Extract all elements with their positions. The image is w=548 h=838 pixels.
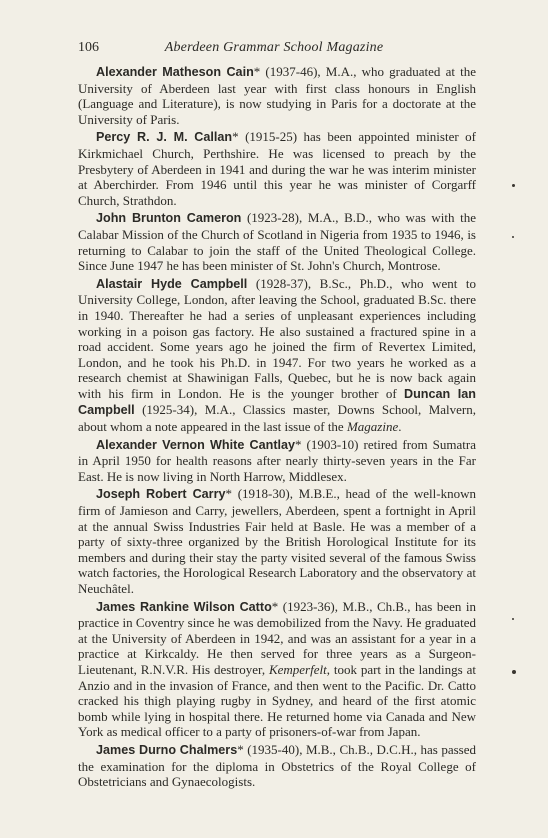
person-name: Alastair Hyde Campbell [96, 276, 248, 291]
person-name: Percy R. J. M. Callan [96, 130, 233, 145]
entry-text: (1923-28), M.A., B.D., who was with the Calabar Mission of the Church of Scotland in Nigeria from 1935 to 1946, is returning to Calabar to join the staff of the United Theological College. Since June 1947 he has been minister of St. John's Church, Montrose. [78, 210, 476, 274]
entry-text: * (1923-36), M.B., Ch.B., has been in practice in Coventry since he was demobilized from the Navy. He graduated at the University of Aberdeen in 1942, and was an assistant for a year in a practice at Kirkcaldy. He then served for three years as a Surgeon-Lieutenant, R.N.V.R. His destroyer, [78, 598, 476, 677]
ship-name: Kemperfelt [268, 661, 327, 677]
person-name: James Durno Chalmers [96, 742, 238, 757]
page-header [0, 40, 548, 60]
person-name: Joseph Robert Carry [96, 487, 226, 502]
entry-carry [78, 486, 476, 596]
page-number: 106 [78, 40, 99, 55]
person-name: James Rankine Wilson Catto [96, 599, 272, 614]
scan-speck [512, 236, 514, 238]
person-name-secondary: Duncan Ian Campbell [78, 386, 476, 418]
entry-text: * (1903-10) retired from Sumatra in April 1950 for health reasons after nearly thirty-seven years in the Far East. He is now living in North Harrow, Middlesex. [78, 436, 476, 484]
running-title: Aberdeen Grammar School Magazine [164, 40, 384, 55]
entry-cain [78, 64, 476, 127]
entry-text: * (1935-40), M.B., Ch.B., D.C.H., has passed the examination for the diploma in Obstetrics of the Royal College of Obstetricians and Gynaecologists. [78, 741, 476, 790]
entry-text: * (1915-25) has been appointed minister of Kirkmichael Church, Perthshire. He was licensed to preach by the Presbytery of Aberdeen in 1941 and during the war he was interim minister at Aberchirder. From 1946 until this year he was minister of Corgarff Church, Strathdon. [78, 129, 476, 208]
entry-text: , took part in the landings at Anzio and in the invasion of France, and then went to the Pacific. Dr. Catto cracked his thigh playing rugby in Sydney, and heard of the first atomic bomb while lying in hospital there. He returned home via Canada and New York as medical officer to a party of prisoners-of-war from Japan. [78, 661, 476, 740]
person-name: John Brunton Cameron [96, 211, 242, 226]
entry-text: (1928-37), B.Sc., Ph.D., who went to University College, London, after leaving the School, graduated B.Sc. there in 1940. Thereafter he had a series of unpleasant experiences including working in a poison gas factory. He also sustained a fractured spine in a road accident. Some years ago he joined the firm of Revertex Limited, London, and he took his Ph.D. in 1947. For two years he worked as a research chemist at Shawinigan Falls, Quebec, but he is now back again with his firm in London. He is the younger brother of [78, 275, 476, 401]
entry-text: * (1918-30), M.B.E., head of the well-known firm of Jamieson and Carry, jewellers, Aberdeen, spent a fortnight in April at the annual Swiss Industries Fair held at Basle. He was a member of a party of sixty-three organized by the British Horological Institute for its members and during their stay the party visited several of the famous Swiss watch factories, the Horological Research Laboratory and the observatory at Neuchâtel. [78, 486, 477, 596]
entry-campbell [78, 276, 476, 435]
entry-callan [78, 129, 476, 208]
entry-text: * (1937-46), M.A., who graduated at the University of Aberdeen last year with first class honours in English (Language and Literature), is now studying in Paris for a doctorate at the University of Paris. [78, 64, 476, 127]
entry-cantlay [78, 437, 476, 485]
entry-chalmers [78, 742, 476, 790]
article-body [78, 64, 476, 792]
entry-text: . [398, 419, 402, 435]
scan-speck [512, 184, 515, 187]
italic-title: Magazine [346, 419, 399, 435]
entry-catto [78, 599, 476, 740]
scan-speck [512, 618, 514, 620]
person-name: Alexander Vernon White Cantlay [96, 437, 296, 452]
entry-text: (1925-34), M.A., Classics master, Downs School, Malvern, about whom a note appeared in the last issue of the [78, 402, 476, 435]
scan-speck [512, 670, 516, 674]
entry-cameron [78, 210, 476, 273]
person-name: Alexander Matheson Cain [96, 65, 254, 79]
